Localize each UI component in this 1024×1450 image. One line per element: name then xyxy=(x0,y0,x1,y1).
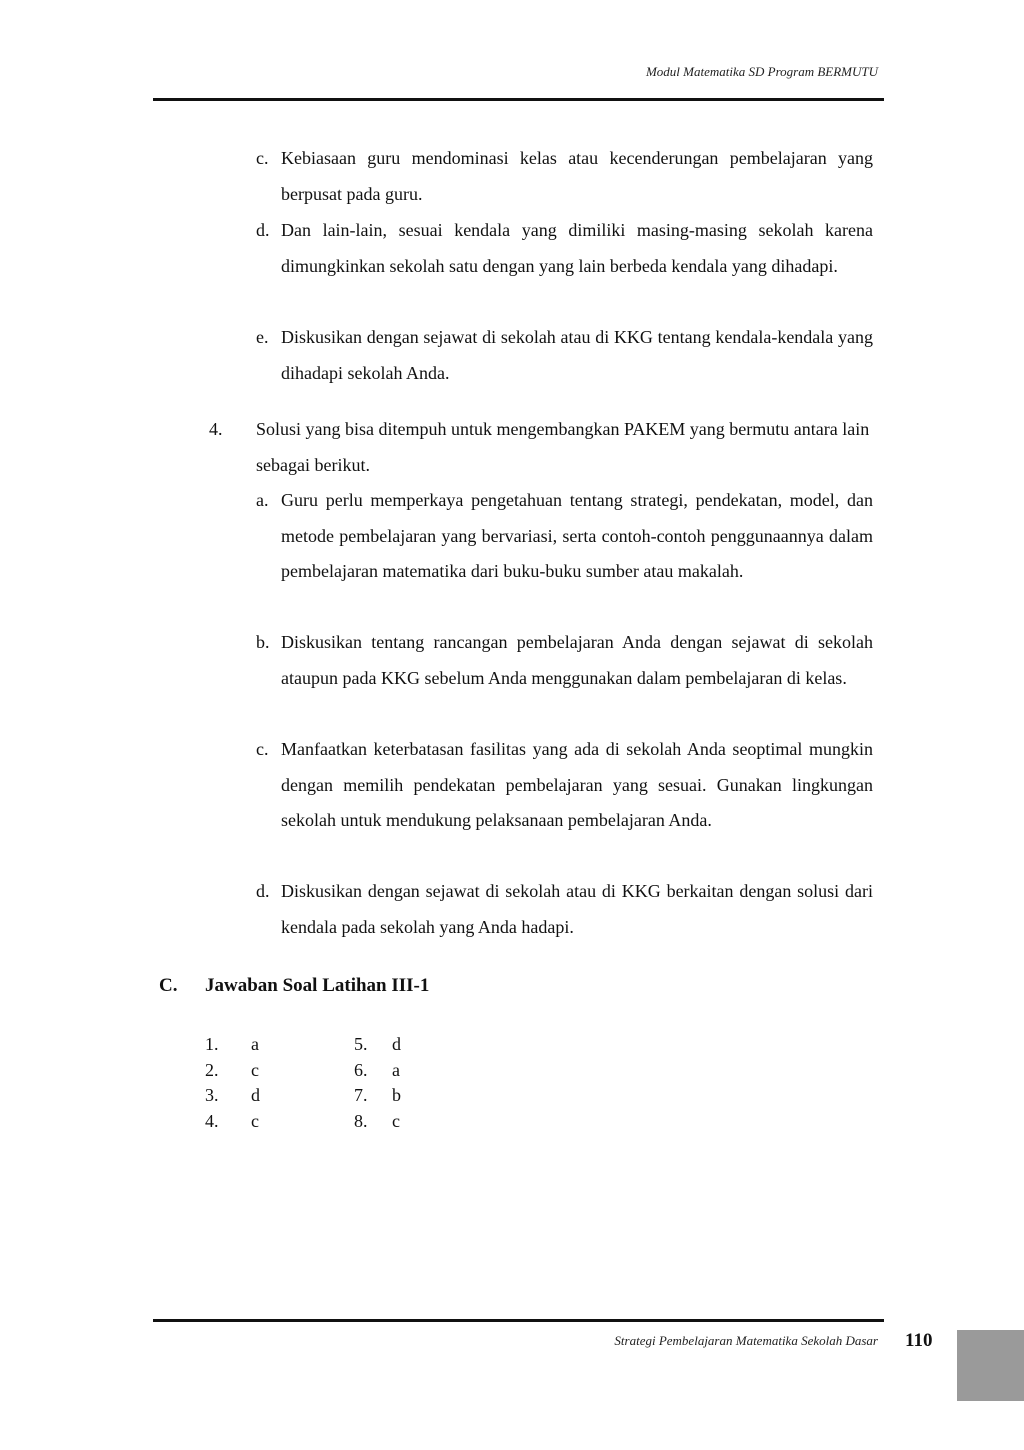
answer-number: 4. xyxy=(205,1110,219,1131)
list-item-label: e. xyxy=(256,327,269,347)
list-item-label: a. xyxy=(256,490,269,510)
footer-rule xyxy=(153,1319,884,1322)
solution-item-b xyxy=(256,625,873,696)
list-item-label: d. xyxy=(256,881,270,901)
list-item-label: b. xyxy=(256,632,270,652)
list-item-text: Manfaatkan keterbatasan fasilitas yang ada di sekolah Anda seoptimal mungkin dengan memilih pendekatan pembelajaran yang sesuai. Gunakan lingkungan sekolah untuk mendukung pelaksanaan pembelajaran Anda. xyxy=(281,739,873,831)
answer-row xyxy=(354,1058,401,1084)
answer-number: 3. xyxy=(205,1085,219,1105)
answer-value: d xyxy=(392,1034,401,1054)
solution-item-d xyxy=(256,874,873,945)
answer-value: c xyxy=(251,1059,259,1080)
answer-row xyxy=(205,1083,260,1109)
list-item-d xyxy=(256,213,873,284)
list-item-c xyxy=(256,141,873,212)
section-letter: C. xyxy=(159,975,178,996)
answer-number: 1. xyxy=(205,1034,219,1054)
chapter-tab-marker xyxy=(957,1330,1024,1401)
answer-value: c xyxy=(251,1110,259,1131)
answer-row xyxy=(205,1058,260,1084)
answer-column-1 xyxy=(205,1032,260,1134)
list-item-text: Dan lain-lain, sesuai kendala yang dimiliki masing-masing sekolah karena dimungkinkan sekolah satu dengan yang lain berbeda kendala yang dihadapi. xyxy=(281,220,873,276)
list-item-text: Diskusikan dengan sejawat di sekolah atau di KKG berkaitan dengan solusi dari kendala pada sekolah yang Anda hadapi. xyxy=(281,881,873,937)
header-rule xyxy=(153,98,884,101)
answer-number: 8. xyxy=(354,1110,368,1131)
answer-row xyxy=(205,1032,260,1058)
answer-row xyxy=(354,1109,401,1135)
answer-row xyxy=(354,1032,401,1058)
answer-column-2 xyxy=(354,1032,401,1134)
answer-row xyxy=(354,1083,401,1109)
list-item-e xyxy=(256,320,873,391)
answer-value: d xyxy=(251,1085,260,1105)
answer-number: 5. xyxy=(354,1034,368,1054)
list-item-label: c. xyxy=(256,739,269,759)
list-item-text: Diskusikan dengan sejawat di sekolah atau di KKG tentang kendala-kendala yang dihadapi sekolah Anda. xyxy=(281,327,873,383)
point-intro: Solusi yang bisa ditempuh untuk mengembangkan PAKEM yang bermutu antara lain sebagai berikut. xyxy=(256,419,870,475)
running-header: Modul Matematika SD Program BERMUTU xyxy=(645,64,878,79)
page-number: 110 xyxy=(905,1330,933,1351)
answer-number: 2. xyxy=(205,1059,219,1080)
solution-item-c xyxy=(256,732,873,839)
answer-value: b xyxy=(392,1085,401,1105)
answer-number: 7. xyxy=(354,1085,368,1105)
section-title: Jawaban Soal Latihan III-1 xyxy=(205,975,430,996)
point-number: 4. xyxy=(209,419,223,439)
answer-row xyxy=(205,1109,260,1135)
list-item-text: Kebiasaan guru mendominasi kelas atau kecenderungan pembelajaran yang berpusat pada guru. xyxy=(281,148,873,204)
list-item-text: Diskusikan tentang rancangan pembelajaran Anda dengan sejawat di sekolah ataupun pada KKG sebelum Anda menggunakan dalam pembelajaran di kelas. xyxy=(281,632,873,688)
solution-item-a xyxy=(256,483,873,590)
list-item-text: Guru perlu memperkaya pengetahuan tentang strategi, pendekatan, model, dan metode pembelajaran yang bervariasi, serta contoh-contoh penggunaannya dalam pembelajaran matematika dari buku-buku sumber atau makalah. xyxy=(281,490,873,582)
list-item-label: c. xyxy=(256,148,269,168)
answer-number: 6. xyxy=(354,1059,368,1080)
answer-value: c xyxy=(392,1110,400,1131)
answer-value: a xyxy=(392,1059,400,1080)
answer-value: a xyxy=(251,1034,259,1054)
running-footer: Strategi Pembelajaran Matematika Sekolah Dasar xyxy=(614,1333,878,1348)
list-item-label: d. xyxy=(256,220,270,240)
